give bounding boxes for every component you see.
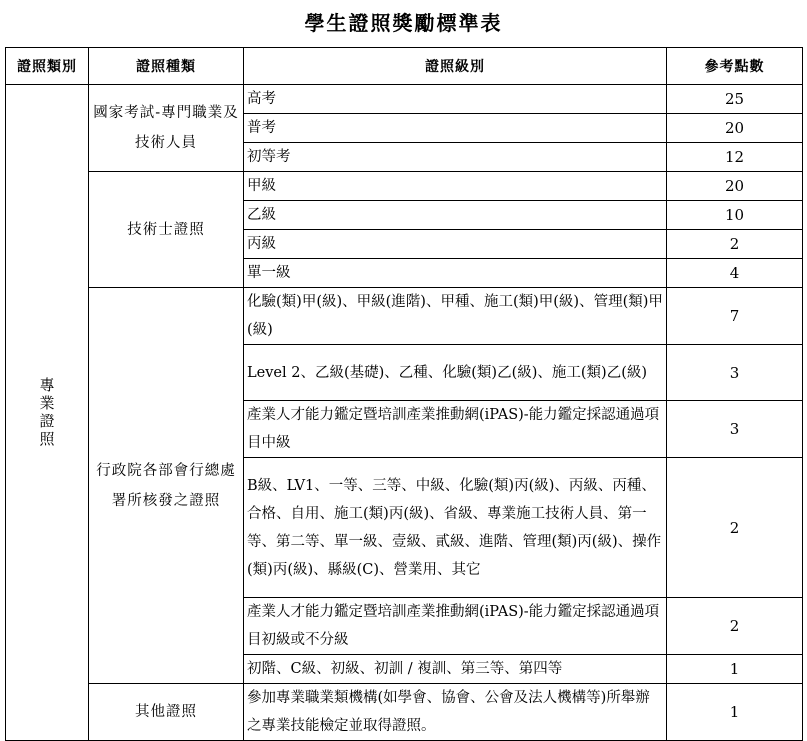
points-cell: 10 — [667, 201, 803, 230]
header-category: 證照類別 — [6, 48, 89, 85]
table-row — [6, 85, 803, 114]
level-cell: 乙級 — [244, 201, 667, 230]
page-title: 學生證照獎勵標準表 — [304, 11, 503, 35]
points-cell: 12 — [667, 143, 803, 172]
level-cell: 產業人才能力鑑定暨培訓產業推動網(iPAS)-能力鑑定採認通過項目中級 — [244, 401, 667, 458]
certificate-reward-table — [5, 47, 803, 741]
level-cell: B級、LV1、一等、三等、中級、化驗(類)丙(級)、丙級、丙種、合格、自用、施工(類)丙(級)、省級、專業施工技術人員、第一等、第二等、單一級、壹級、貳級、進階、管理(類)丙(級)、操作(類)丙(級)、縣級(C)、營業用、其它 — [244, 458, 667, 598]
level-cell: 普考 — [244, 114, 667, 143]
table-row — [6, 288, 803, 345]
points-cell: 7 — [667, 288, 803, 345]
table-row — [6, 684, 803, 741]
points-cell: 2 — [667, 458, 803, 598]
level-cell: 丙級 — [244, 230, 667, 259]
header-kind: 證照種類 — [89, 48, 244, 85]
points-cell: 3 — [667, 401, 803, 458]
points-cell: 4 — [667, 259, 803, 288]
points-cell: 25 — [667, 85, 803, 114]
header-level: 證照級別 — [244, 48, 667, 85]
points-cell: 1 — [667, 655, 803, 684]
level-cell: 初階、C級、初級、初訓 / 複訓、第三等、第四等 — [244, 655, 667, 684]
level-cell: 化驗(類)甲(級)、甲級(進階)、甲種、施工(類)甲(級)、管理(類)甲(級) — [244, 288, 667, 345]
level-cell: Level 2、乙級(基礎)、乙種、化驗(類)乙(級)、施工(類)乙(級) — [244, 345, 667, 401]
level-cell: 單一級 — [244, 259, 667, 288]
level-cell: 參加專業職業類機構(如學會、協會、公會及法人機構等)所舉辦之專業技能檢定並取得證照。 — [244, 684, 667, 741]
points-cell: 1 — [667, 684, 803, 741]
kind-cell: 行政院各部會行總處署所核發之證照 — [89, 288, 244, 684]
level-cell: 產業人才能力鑑定暨培訓產業推動網(iPAS)-能力鑑定採認通過項目初級或不分級 — [244, 598, 667, 655]
points-cell: 2 — [667, 598, 803, 655]
points-cell: 2 — [667, 230, 803, 259]
kind-cell: 其他證照 — [89, 684, 244, 741]
points-cell: 20 — [667, 114, 803, 143]
level-cell: 初等考 — [244, 143, 667, 172]
points-cell: 20 — [667, 172, 803, 201]
header-points: 參考點數 — [667, 48, 803, 85]
table-row — [6, 172, 803, 201]
kind-cell: 技術士證照 — [89, 172, 244, 288]
level-cell: 甲級 — [244, 172, 667, 201]
category-cell — [6, 85, 89, 741]
header-row — [6, 48, 803, 85]
kind-cell: 國家考試-專門職業及技術人員 — [89, 85, 244, 172]
points-cell: 3 — [667, 345, 803, 401]
category-label: 專業證照 — [37, 376, 56, 449]
level-cell: 高考 — [244, 85, 667, 114]
